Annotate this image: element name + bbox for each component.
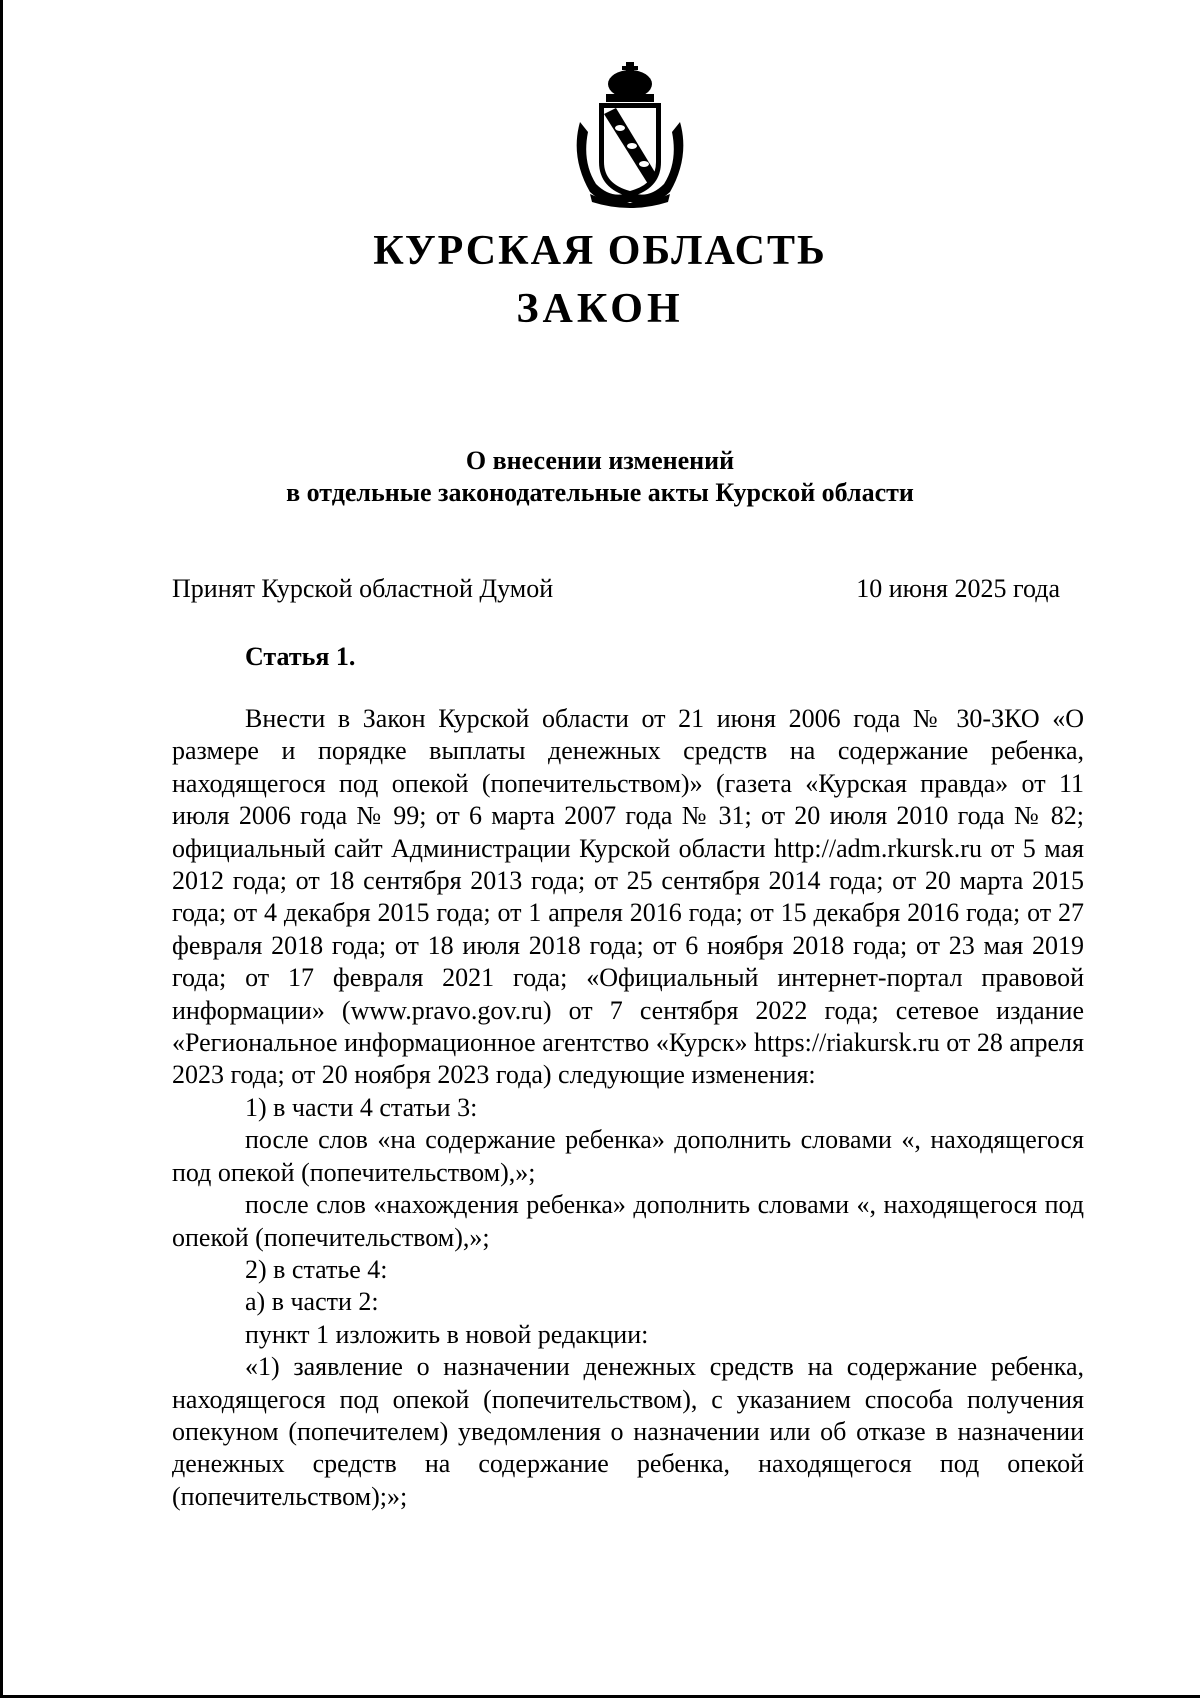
region-title: КУРСКАЯ ОБЛАСТЬ <box>373 228 827 274</box>
quoted-amendment: «1) заявление о назначении денежных средств на содержание ребенка, находящегося под опекой (попечительством), с указанием способа получения опекуном (попечителем) уведомления о назначении или об отказе в назначении денежных средств на содержание ребенка, находящегося под опекой (попечительством);»; <box>172 1352 1084 1511</box>
subject-line-1: О внесении изменений <box>465 446 735 475</box>
list-item: 1) в части 4 статьи 3: <box>245 1092 478 1122</box>
article-body <box>172 703 1084 1513</box>
adoption-date: 10 июня 2025 года <box>856 574 1060 603</box>
list-item: после слов «на содержание ребенка» дополнить словами «, находящегося под опекой (попечительством),»; <box>172 1125 1084 1187</box>
adopted-by: Принят Курской областной Думой <box>172 574 554 603</box>
list-item: пункт 1 изложить в новой редакции: <box>245 1319 649 1349</box>
list-item: 2) в статье 4: <box>245 1254 388 1284</box>
kursk-coat-of-arms-icon <box>560 62 700 212</box>
document-header <box>0 222 1200 338</box>
law-subject <box>0 445 1200 509</box>
article-heading: Статья 1. <box>245 642 356 671</box>
document-type-title: ЗАКОН <box>516 286 684 332</box>
article-intro: Внести в Закон Курской области от 21 июня 2006 года № 30-ЗКО «О размере и порядке выплаты денежных средств на содержание ребенка, находящегося под опекой (попечительством)» (газета «Курская правда» от 11 июля 2006 года № 99; от 6 марта 2007 года № 31; от 20 июля 2010 года № 82; официальный сайт Администрации Курской области http://adm.rkursk.ru от 5 мая 2012 года; от 18 сентября 2013 года; от 25 сентября 2014 года; от 20 марта 2015 года; от 4 декабря 2015 года; от 1 апреля 2016 года; от 15 декабря 2016 года; от 27 февраля 2018 года; от 18 июля 2018 года; от 6 ноября 2018 года; от 23 мая 2019 года; от 17 февраля 2021 года; «Официальный интернет-портал правовой информации» (www.pravo.gov.ru) от 7 сентября 2022 года; сетевое издание «Региональное информационное агентство «Курск» https://riakursk.ru от 28 апреля 2023 года; от 20 ноября 2023 года) следующие изменения: <box>172 704 1084 1090</box>
list-item: а) в части 2: <box>245 1287 379 1317</box>
subject-line-2: в отдельные законодательные акты Курской области <box>286 478 914 507</box>
list-item: после слов «нахождения ребенка» дополнить словами «, находящегося под опекой (попечительством),»; <box>172 1190 1084 1252</box>
